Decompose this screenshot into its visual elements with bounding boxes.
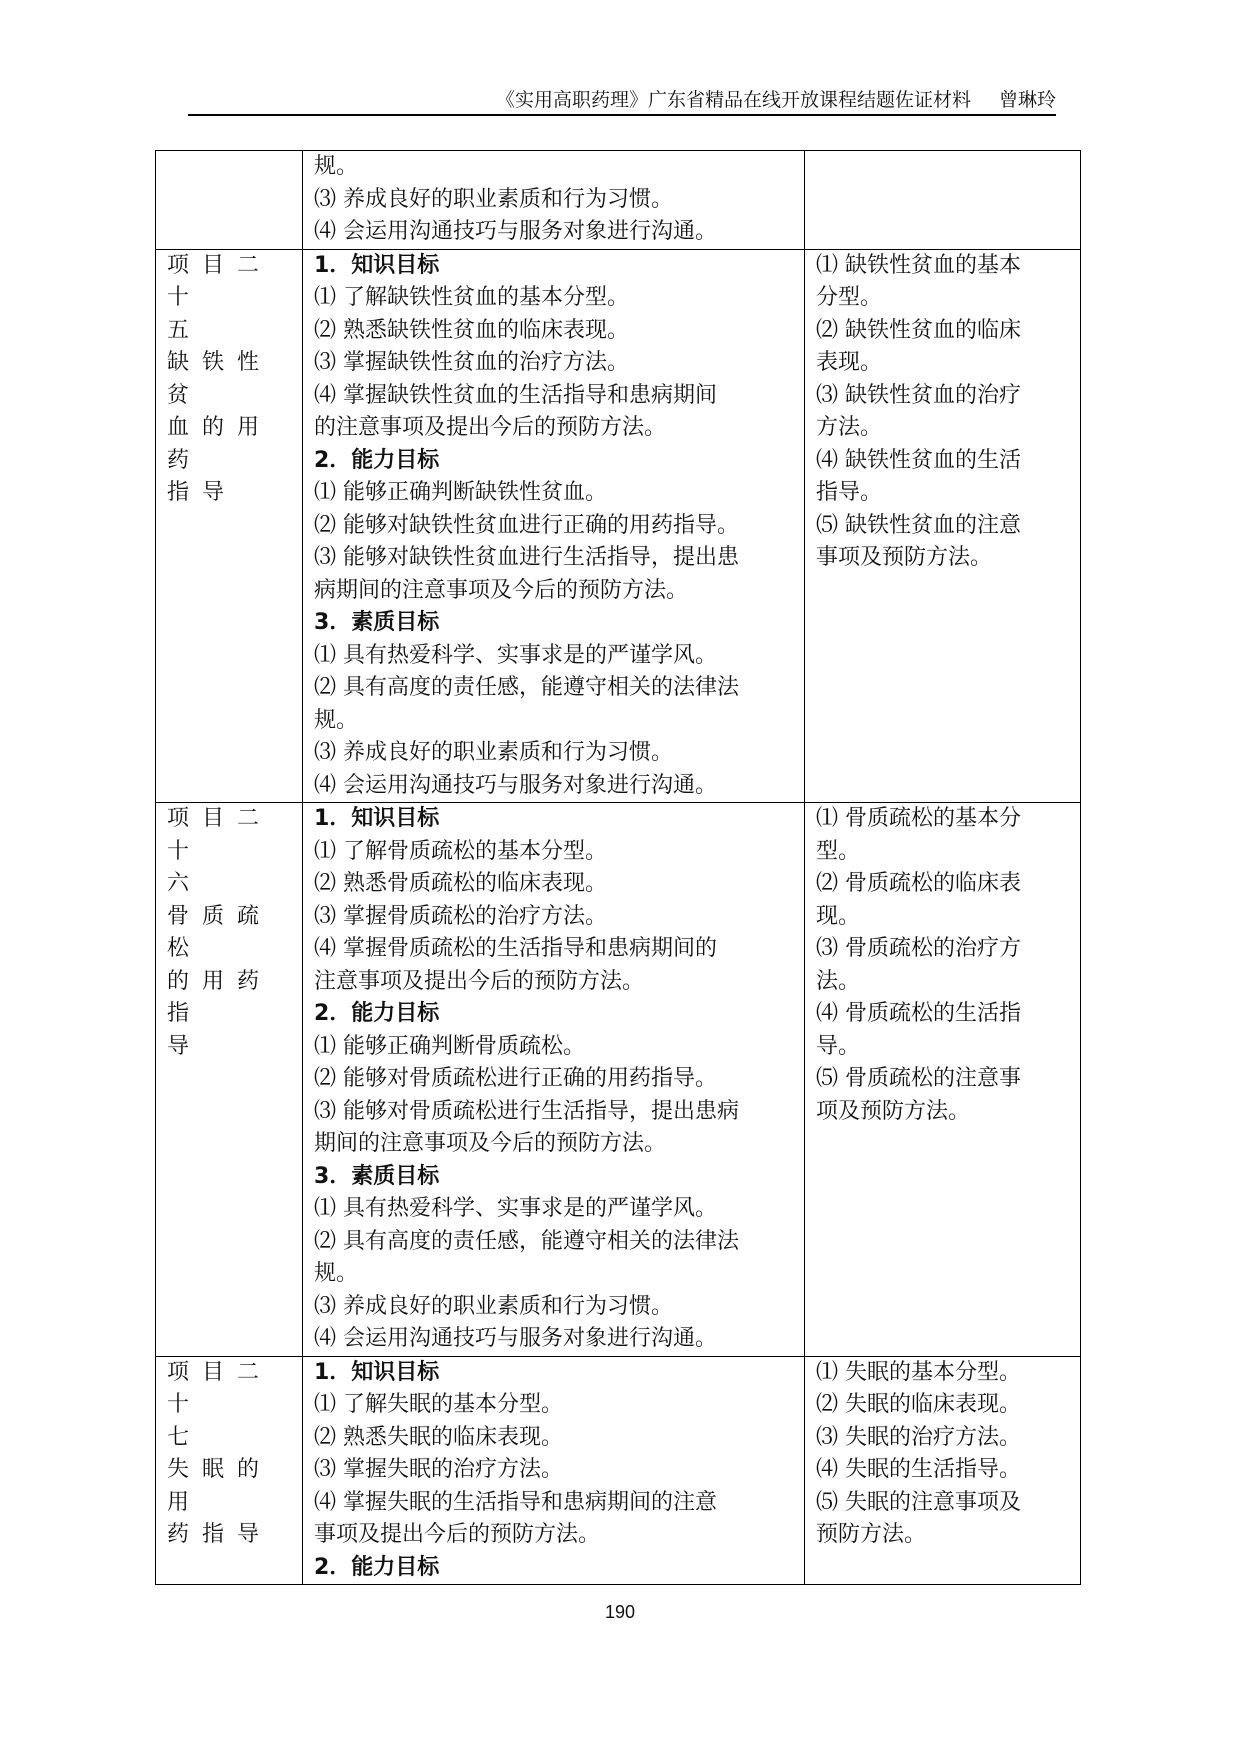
content-line: 现。 [816,903,861,929]
objective-line: 期间的注意事项及今后的预防方法。 [314,1131,667,1156]
objective-line: 事项及提出今后的预防方法。 [314,1522,601,1547]
content-line: 方法。 [816,415,883,440]
objective-line: ⑵ 熟悉缺铁性贫血的临床表现。 [314,317,629,343]
objective-heading: 2．能力目标 [314,1554,440,1580]
content-line: 法。 [816,968,861,994]
project-title-line: 指导 [167,480,238,505]
objective-heading: 2．能力目标 [314,447,440,473]
project-title-line: 项目二十 [167,1359,273,1417]
content-line: ⑵ 缺铁性贫血的临床 [816,317,1021,343]
content-line: ⑷ 骨质疏松的生活指 [816,1001,1021,1026]
objectives-cell [303,1356,805,1585]
objective-line: ⑷ 会运用沟通技巧与服务对象进行沟通。 [314,772,717,798]
content-line: ⑶ 缺铁性贫血的治疗 [816,382,1021,408]
content-line: 指导。 [816,480,883,505]
table-row [156,249,1081,803]
content-cell [805,249,1081,803]
project-title-line: 项目二十 [167,252,273,310]
objective-line: 注意事项及提出今后的预防方法。 [314,968,645,994]
project-title-line: 血的用药 [167,415,273,473]
table-row-continuation [156,151,1081,250]
content-line: ⑷ 失眠的生活指导。 [816,1457,1021,1482]
header-rule [188,114,1056,116]
content-cell [805,151,1081,250]
objective-line: ⑴ 具有热爱科学、实事求是的严谨学风。 [314,1196,717,1221]
objective-line: 规。 [314,154,359,179]
table-row [156,803,1081,1357]
page-number: 190 [605,1602,636,1622]
content-line: ⑵ 失眠的临床表现。 [816,1392,1021,1417]
objective-line: ⑵ 具有高度的责任感，能遵守相关的法律法 [314,1228,739,1254]
objective-line: ⑶ 养成良好的职业素质和行为习惯。 [314,1293,673,1319]
project-title-line: 项目二十 [167,806,273,864]
content-cell [805,1356,1081,1585]
project-cell [156,249,303,803]
project-title-line: 五 [167,317,203,343]
objectives-cell [303,151,805,250]
objective-line: ⑶ 掌握缺铁性贫血的治疗方法。 [314,350,629,375]
project-cell [156,1356,303,1585]
objective-line: ⑵ 能够对骨质疏松进行正确的用药指导。 [314,1066,717,1091]
objective-heading: 3．素质目标 [314,610,440,635]
content-line: ⑴ 骨质疏松的基本分 [816,806,1021,831]
objective-line: ⑵ 熟悉失眠的临床表现。 [314,1424,563,1450]
objective-line: ⑷ 会运用沟通技巧与服务对象进行沟通。 [314,1326,717,1351]
objective-line: ⑵ 熟悉骨质疏松的临床表现。 [314,871,607,896]
content-line: ⑸ 缺铁性贫血的注意 [816,512,1021,538]
project-cell [156,151,303,250]
objective-line: ⑶ 掌握失眠的治疗方法。 [314,1457,563,1482]
project-title-line: 骨质疏松 [167,903,273,961]
project-title-line: 的用药指 [167,968,273,1026]
content-line: ⑸ 失眠的注意事项及 [816,1489,1021,1515]
objectives-table [155,150,1081,1585]
project-title-line: 六 [167,871,203,896]
content-line: 型。 [816,838,861,864]
objective-line: ⑴ 具有热爱科学、实事求是的严谨学风。 [314,642,717,668]
objective-line: ⑷ 掌握失眠的生活指导和患病期间的注意 [314,1489,717,1515]
objective-line: ⑶ 能够对骨质疏松进行生活指导，提出患病 [314,1098,739,1124]
objective-line: ⑷ 掌握骨质疏松的生活指导和患病期间的 [314,936,717,961]
objective-line: 规。 [314,1261,359,1286]
project-title-line: 缺铁性贫 [167,350,273,408]
content-line: 项及预防方法。 [816,1098,971,1124]
objective-line: ⑶ 养成良好的职业素质和行为习惯。 [314,186,673,212]
content-line: ⑶ 骨质疏松的治疗方 [816,936,1021,961]
content-line: 事项及预防方法。 [816,545,993,570]
content-line: 预防方法。 [816,1522,927,1547]
objective-heading: 1．知识目标 [314,252,440,278]
content-line: ⑴ 失眠的基本分型。 [816,1359,1021,1385]
project-title-line: 失眠的用 [167,1457,273,1515]
objective-line: 病期间的注意事项及今后的预防方法。 [314,577,689,603]
content-line: ⑵ 骨质疏松的临床表 [816,871,1021,896]
content-line: 导。 [816,1033,861,1059]
objective-line: 规。 [314,707,359,733]
project-cell [156,803,303,1357]
content-line: ⑴ 缺铁性贫血的基本 [816,252,1021,278]
page-header [188,88,1056,112]
objective-line: ⑶ 能够对缺铁性贫血进行生活指导，提出患 [314,545,739,570]
objective-line: ⑶ 掌握骨质疏松的治疗方法。 [314,903,607,929]
objective-heading: 1．知识目标 [314,806,440,831]
objective-line: ⑴ 了解失眠的基本分型。 [314,1392,563,1417]
objective-line: ⑶ 养成良好的职业素质和行为习惯。 [314,740,673,765]
content-line: ⑷ 缺铁性贫血的生活 [816,447,1021,473]
content-line: ⑶ 失眠的治疗方法。 [816,1424,1021,1450]
objective-line: 的注意事项及提出今后的预防方法。 [314,415,667,440]
objective-line: ⑵ 能够对缺铁性贫血进行正确的用药指导。 [314,512,739,538]
objectives-cell [303,803,805,1357]
objective-line: ⑴ 了解缺铁性贫血的基本分型。 [314,285,629,310]
objective-line: ⑴ 能够正确判断骨质疏松。 [314,1033,585,1059]
objective-line: ⑷ 掌握缺铁性贫血的生活指导和患病期间 [314,382,717,408]
project-title-line: 导 [167,1033,203,1059]
content-line: 表现。 [816,350,883,375]
content-line: 分型。 [816,285,883,310]
objective-line: ⑷ 会运用沟通技巧与服务对象进行沟通。 [314,219,717,244]
project-title-line: 药指导 [167,1522,273,1547]
content-line: ⑸ 骨质疏松的注意事 [816,1066,1021,1091]
content-cell [805,803,1081,1357]
objective-heading: 1．知识目标 [314,1359,440,1385]
objectives-cell [303,249,805,803]
header-title: 《实用高职药理》广东省精品在线开放课程结题佐证材料 [495,89,971,111]
header-author: 曾琳玲 [998,89,1056,111]
objective-heading: 3．素质目标 [314,1163,440,1189]
objective-line: ⑴ 能够正确判断缺铁性贫血。 [314,480,607,505]
objective-heading: 2．能力目标 [314,1001,440,1026]
table-row [156,1356,1081,1585]
objective-line: ⑵ 具有高度的责任感，能遵守相关的法律法 [314,675,739,700]
objective-line: ⑴ 了解骨质疏松的基本分型。 [314,838,607,864]
project-title-line: 七 [167,1424,203,1450]
